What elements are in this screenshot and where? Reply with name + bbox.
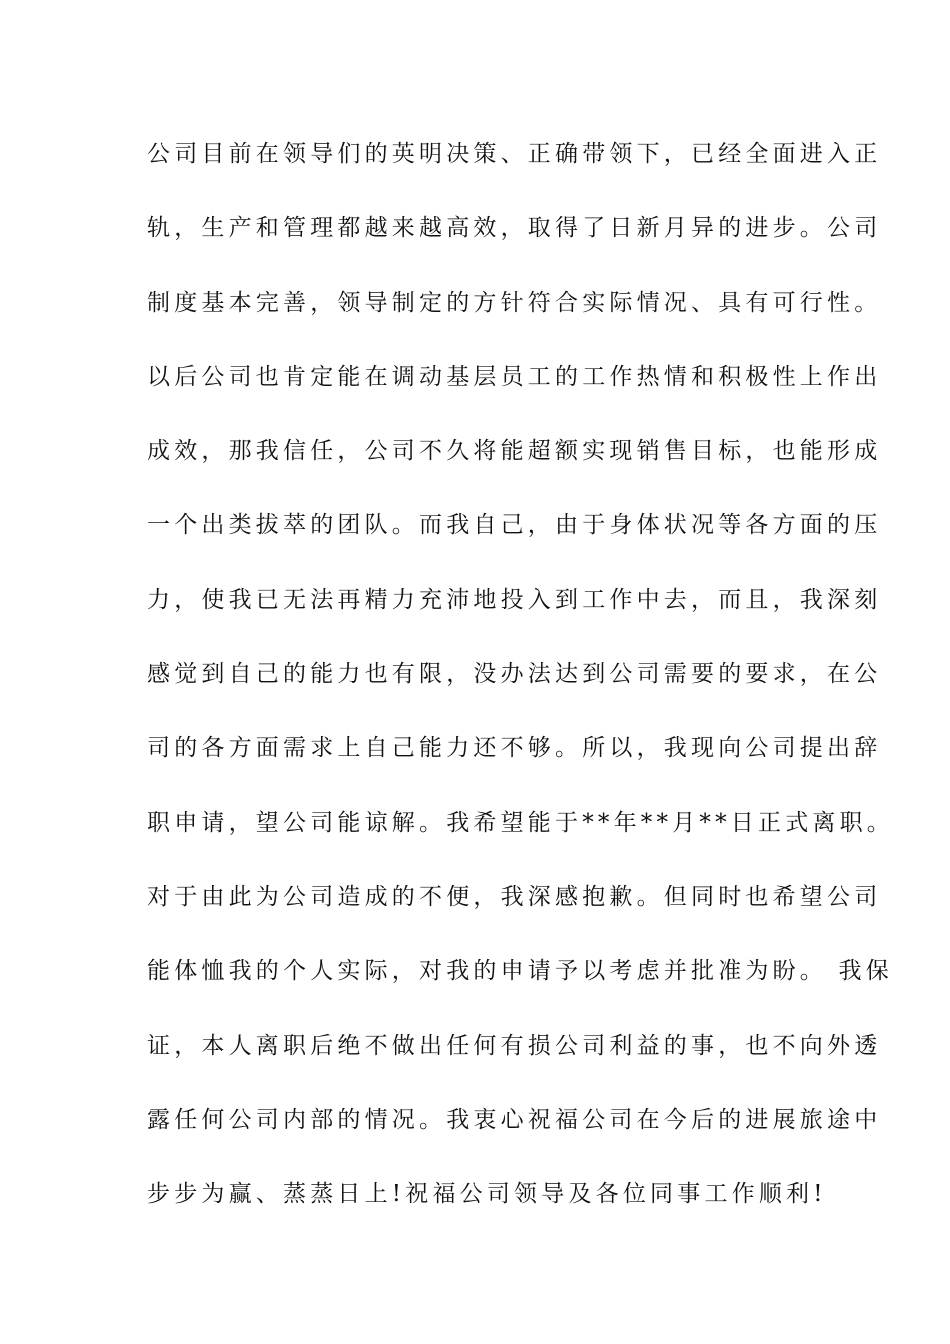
text-line-2: 轨，生产和管理都越来越高效，取得了日新月异的进步。公司 [147, 215, 882, 242]
text-line-4: 以后公司也肯定能在调动基层员工的工作热情和积极性上作出 [147, 363, 882, 390]
text-line-6: 一个出类拔萃的团队。而我自己，由于身体状况等各方面的压 [147, 512, 882, 539]
text-line-7: 力，使我已无法再精力充沛地投入到工作中去，而且，我深刻 [147, 586, 882, 613]
text-line-15: 步步为赢、蒸蒸日上!祝福公司领导及各位同事工作顺利! [147, 1181, 827, 1208]
text-line-1: 公司目前在领导们的英明决策、正确带领下，已经全面进入正 [147, 141, 882, 167]
text-line-13: 证，本人离职后绝不做出任何有损公司利益的事，也不向外透 [147, 1032, 882, 1059]
text-line-14: 露任何公司内部的情况。我衷心祝福公司在今后的进展旅途中 [147, 1106, 882, 1133]
text-line-12: 能体恤我的个人实际，对我的申请予以考虑并批准为盼。 我保 [147, 958, 893, 985]
text-line-8: 感觉到自己的能力也有限，没办法达到公司需要的要求，在公 [147, 661, 882, 688]
text-line-3: 制度基本完善，领导制定的方针符合实际情况、具有可行性。 [147, 289, 882, 316]
text-line-9: 司的各方面需求上自己能力还不够。所以，我现向公司提出辞 [147, 735, 882, 762]
text-line-11: 对于由此为公司造成的不便，我深感抱歉。但同时也希望公司 [147, 883, 882, 910]
resignation-letter-body [147, 130, 894, 1244]
text-line-10: 职申请，望公司能谅解。我希望能于**年**月**日正式离职。 [147, 809, 894, 836]
text-line-5: 成效，那我信任，公司不久将能超额实现销售目标，也能形成 [147, 438, 882, 465]
